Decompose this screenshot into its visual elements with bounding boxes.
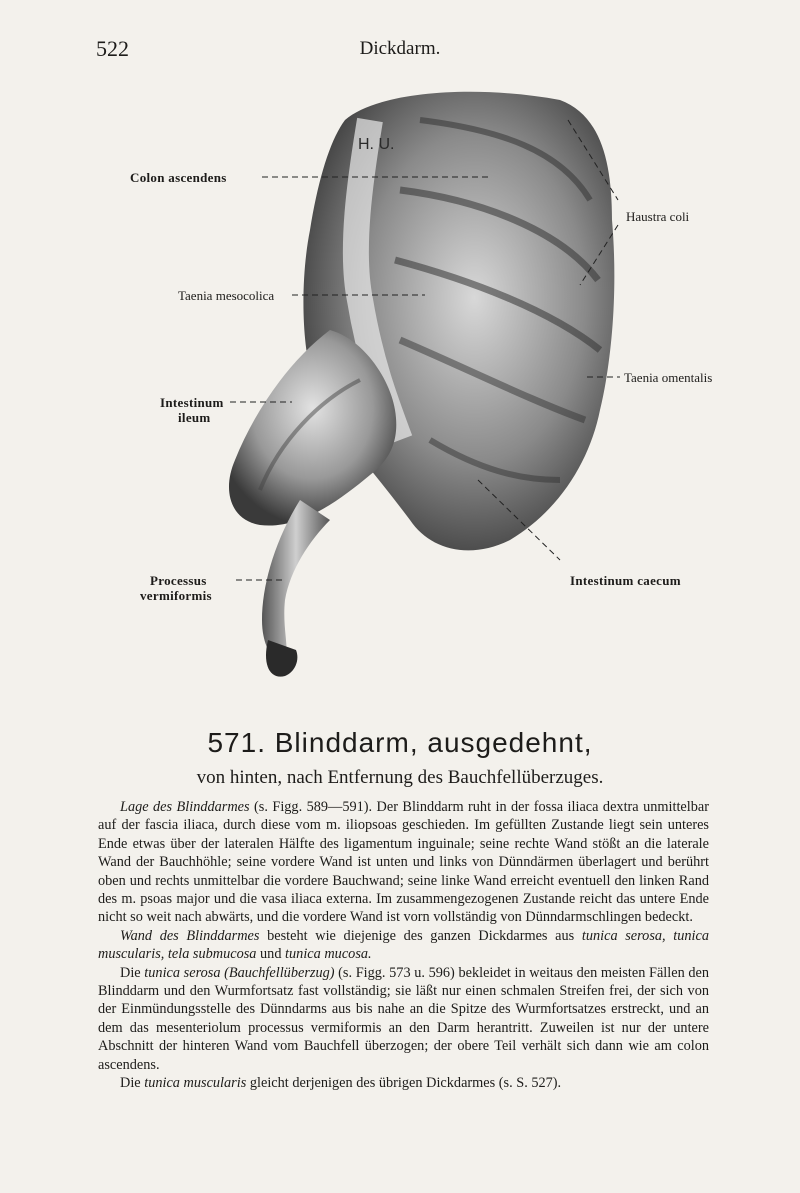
paragraph-muscularis: Die tunica muscularis gleicht derjenigen des übrigen Dickdarmes (s. S. 527).: [120, 1075, 562, 1092]
figure-caption-title: 571. Blinddarm, ausgedehnt,: [207, 727, 593, 758]
body-text: [98, 798, 709, 1093]
term-tunica-muscularis: tunica muscularis: [144, 1075, 247, 1092]
term-tunica-serosa: tunica serosa (Bauchfellüberzug): [144, 964, 335, 981]
caecum-illustration: [0, 80, 800, 720]
label-processus-line1: Processus: [150, 573, 207, 588]
label-intestinum-ileum-line2: ileum: [178, 410, 211, 425]
running-head: Dickdarm.: [359, 38, 441, 59]
heading-wand: Wand des Blinddarmes: [120, 927, 260, 944]
paragraph-wand: Wand des Blinddarmes besteht wie diejenige des ganzen Dickdarmes aus tunica serosa, tunica muscularis, tela submucosa und tunica mucosa.: [98, 927, 709, 963]
heading-lage: Lage des Blinddarmes: [120, 799, 250, 815]
label-intestinum-caecum: Intestinum caecum: [570, 573, 681, 588]
label-taenia-omentalis: Taenia omentalis: [624, 370, 713, 385]
label-hu: H. U.: [358, 136, 395, 153]
label-processus-line2: vermiformis: [140, 588, 212, 603]
label-intestinum-ileum-line1: Intestinum: [160, 395, 224, 410]
label-colon-ascendens: Colon ascendens: [130, 170, 227, 185]
page-header: [0, 36, 800, 66]
paragraph-lage: Lage des Blinddarmes (s. Figg. 589—591). Der Blinddarm ruht in der fossa iliaca dextra unmittelbar auf der fascia iliaca, durch diese vom m. iliopsoas geschieden. Im gefüllten Zustande liegt sein unteres Ende etwas über der lateralen Hälfte des ligamentum inguinale; seine rechte Wand stößt an die laterale Wand der Bauchhöhle; seine vordere Wand ist unten und links von Dünndärmen überlagert und berührt oben und rechts unmittelbar die vordere Bauchwand; seine linke Wand erreicht eventuell den linken Rand des m. psoas major und die vasa iliaca externa. Im zusammengezogenen Zustande reicht das untere Ende nicht so weit nach abwärts, und die vordere Wand ist vorn vollständig von Dünndarmschlingen bedeckt.: [98, 799, 709, 926]
label-taenia-mesocolica: Taenia mesocolica: [178, 288, 275, 303]
anatomical-figure: [0, 80, 800, 720]
figure-caption-subtitle: von hinten, nach Entfernung des Bauchfellüberzuges.: [196, 767, 604, 788]
page-number: 522: [96, 36, 129, 61]
label-haustra-coli: Haustra coli: [626, 209, 690, 224]
paragraph-serosa: Die tunica serosa (Bauchfellüberzug) (s. Figg. 573 u. 596) bekleidet in weitaus den meisten Fällen den Blinddarm und den Wurmfortsatz fast vollständig; sie läßt nur einen schmalen Streifen frei, der sich von der Einmündungsstelle des Dünndarms aus bis nahe an die Spitze des Wurmfortsatzes erstreckt, und an dem das mesenteriolum processus vermiformis an den Darm herantritt. Zuweilen ist nur der untere Abschnitt der hinteren Wand vom Bauchfell überzogen; der obere Teil verhält sich dann wie am colon ascendens.: [98, 964, 710, 1073]
